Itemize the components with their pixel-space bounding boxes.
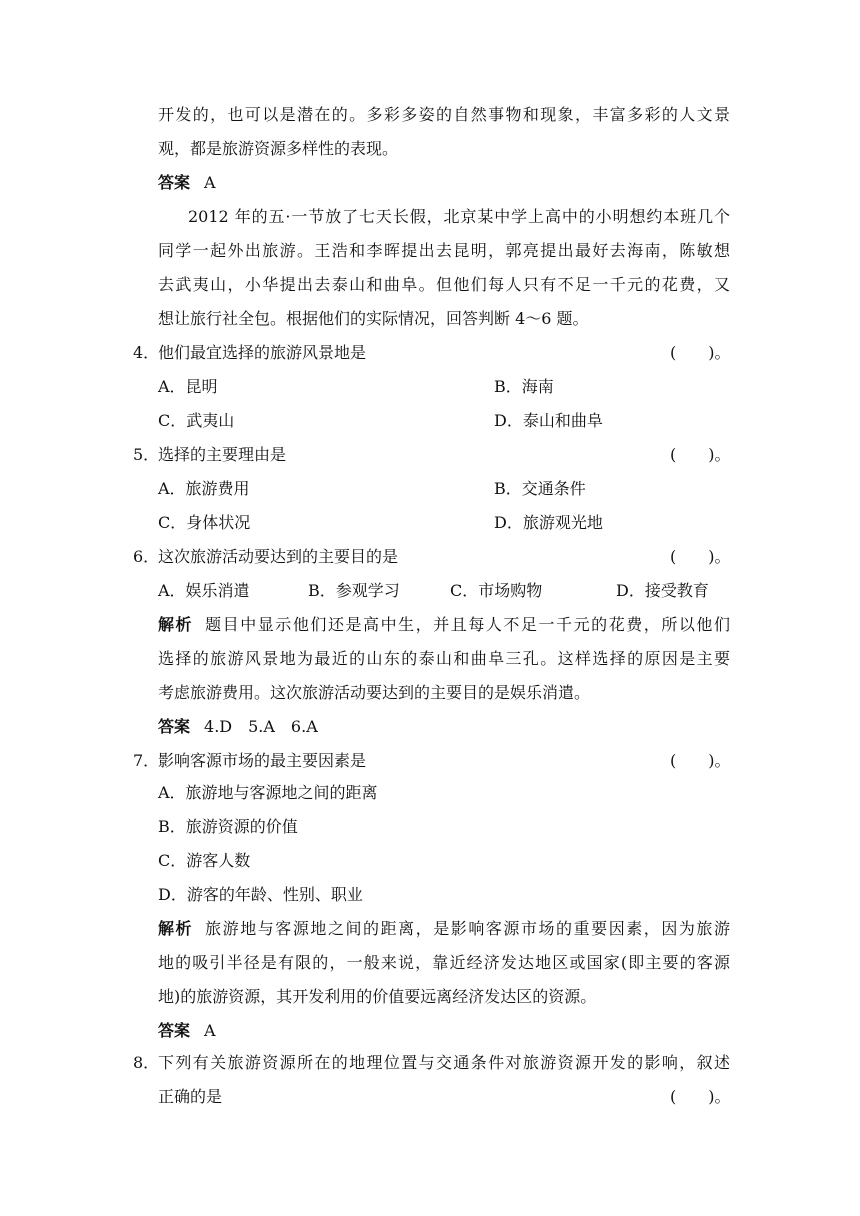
analysis-block-2-line-1 [158, 917, 730, 941]
question-number: 4． [133, 343, 160, 362]
analysis-text: 旅游地与客源地之间的距离，是影响客源市场的重要因素，因为旅游 [205, 919, 730, 938]
analysis-block-1-line-2: 选择的旅游风景地为最近的山东的泰山和曲阜三孔。这样选择的原因是主要 [158, 649, 730, 668]
scenario-line-4: 想让旅行社全包。根据他们的实际情况，回答判断 4～6 题。 [158, 309, 589, 328]
option-4d: D．泰山和曲阜 [494, 411, 603, 430]
question-text: 选择的主要理由是 [158, 445, 287, 464]
option-7d: D．游客的年龄、性别、职业 [158, 885, 363, 904]
option-5b: B．交通条件 [494, 479, 586, 498]
answer-blank: ( )。 [670, 445, 731, 464]
option-6d: D．接受教育 [616, 581, 709, 600]
answer-blank: ( )。 [670, 343, 731, 362]
option-7c: C．游客人数 [158, 851, 251, 870]
answer-label: 答案 [158, 717, 191, 736]
option-5d: D．旅游观光地 [494, 513, 603, 532]
question-8-line-1: 下列有关旅游资源所在的地理位置与交通条件对旅游资源开发的影响，叙述 [158, 1053, 730, 1072]
scenario-line-3: 去武夷山，小华提出去泰山和曲阜。但他们每人只有不足一千元的花费，又 [158, 275, 730, 294]
answer-blank: ( )。 [670, 547, 731, 566]
answer-block-1 [158, 171, 216, 195]
intro-line-2: 观，都是旅游资源多样性的表现。 [158, 139, 399, 158]
question-text: 这次旅游活动要达到的主要目的是 [158, 547, 399, 566]
analysis-label: 解析 [158, 919, 194, 938]
option-4a: A．昆明 [158, 377, 218, 396]
option-7a: A．旅游地与客源地之间的距离 [158, 783, 378, 802]
option-4b: B．海南 [494, 377, 554, 396]
answer-value: A [204, 1021, 216, 1040]
scenario-line-2: 同学一起外出旅游。王浩和李晖提出去昆明，郭亮提出最好去海南，陈敏想 [158, 241, 730, 260]
analysis-label: 解析 [158, 615, 194, 634]
answer-block-2 [158, 715, 318, 739]
analysis-block-2-line-2: 地的吸引半径是有限的，一般来说，靠近经济发达地区或国家(即主要的客源 [158, 953, 730, 972]
analysis-block-1-line-1 [158, 613, 730, 637]
question-text: 影响客源市场的最主要因素是 [158, 751, 367, 770]
answer-value: 4.D 5.A 6.A [204, 717, 318, 736]
intro-line-1: 开发的，也可以是潜在的。多彩多姿的自然事物和现象，丰富多彩的人文景 [158, 105, 730, 124]
option-5a: A．旅游费用 [158, 479, 250, 498]
question-text: 他们最宜选择的旅游风景地是 [158, 343, 367, 362]
answer-blank: ( )。 [670, 751, 731, 770]
option-6c: C．市场购物 [450, 581, 543, 600]
question-number: 6． [133, 547, 160, 566]
analysis-text: 题目中显示他们还是高中生，并且每人不足一千元的花费，所以他们 [205, 615, 730, 634]
scenario-line-1: 2012 年的五·一节放了七天长假，北京某中学上高中的小明想约本班几个 [188, 207, 730, 226]
analysis-block-1-line-3: 考虑旅游费用。这次旅游活动要达到的主要目的是娱乐消遣。 [158, 683, 591, 702]
answer-label: 答案 [158, 1021, 191, 1040]
option-6b: B．参观学习 [308, 581, 400, 600]
question-number: 5． [133, 445, 160, 464]
option-6a: A．娱乐消遣 [158, 581, 250, 600]
question-number: 8． [133, 1053, 160, 1072]
answer-blank: ( )。 [670, 1087, 731, 1106]
answer-block-3 [158, 1019, 216, 1043]
option-7b: B．旅游资源的价值 [158, 817, 298, 836]
question-number: 7． [133, 751, 160, 770]
option-4c: C．武夷山 [158, 411, 235, 430]
option-5c: C．身体状况 [158, 513, 251, 532]
analysis-block-2-line-3: 地)的旅游资源，其开发利用的价值要远离经济发达区的资源。 [158, 987, 597, 1006]
answer-value: A [204, 173, 216, 192]
answer-label: 答案 [158, 173, 191, 192]
question-text: 正确的是 [158, 1087, 223, 1106]
